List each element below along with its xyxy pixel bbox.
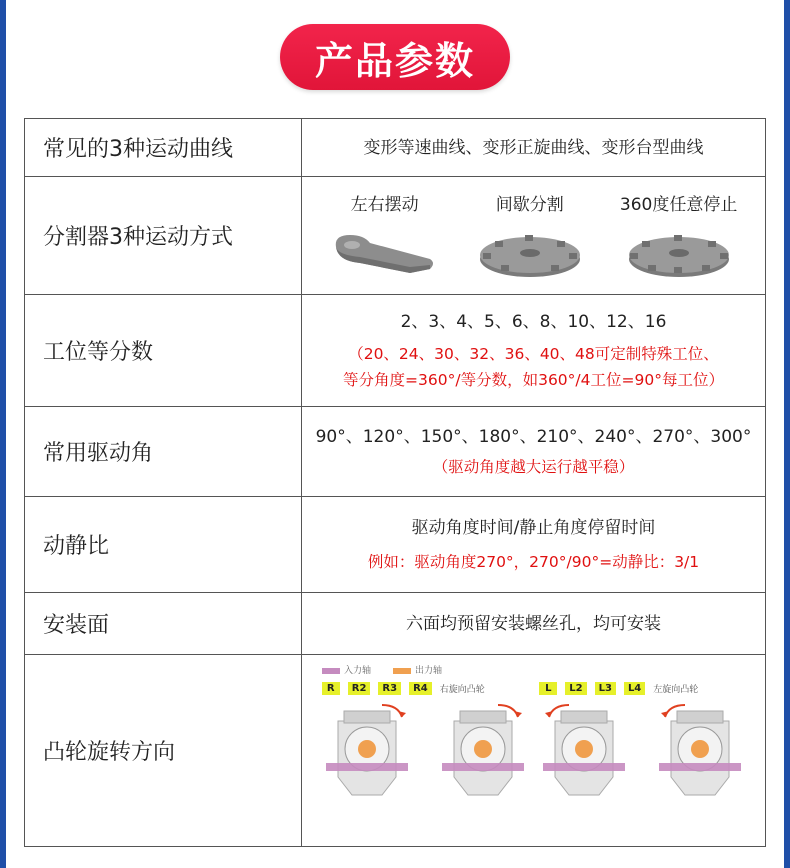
motion-free-stop-label: 360度任意停止 [619, 195, 738, 215]
row-value-stations [302, 295, 766, 407]
legend-input: 入力轴 [322, 663, 371, 676]
ratio-text: 驱动角度时间/静止角度停留时间 [411, 517, 656, 538]
motion-free-stop [620, 190, 737, 281]
table-row [25, 593, 766, 655]
code-r: R [322, 682, 340, 695]
right-units [322, 699, 528, 799]
shaft-legend [302, 655, 765, 676]
stations-text: 2、3、4、5、6、8、10、12、16 [400, 311, 667, 332]
right-border-bar [784, 0, 790, 868]
swing-arm-icon [330, 225, 440, 281]
curves-text: 变形等速曲线、变形正旋曲线、变形台型曲线 [363, 137, 704, 158]
table-row [25, 407, 766, 497]
code-l2: L2 [565, 682, 586, 695]
row-label-ratio: 动静比 [25, 497, 302, 593]
row-label-mount: 安装面 [25, 593, 302, 655]
left-border-bar [0, 0, 6, 868]
legend-output: 出力轴 [393, 663, 442, 676]
row-label-stations: 工位等分数 [25, 295, 302, 407]
free-stop-disc-icon [624, 225, 734, 281]
code-l3: L3 [595, 682, 616, 695]
right-hand-group [322, 682, 528, 799]
page-title: 产品参数 [280, 24, 510, 90]
indexer-unit-icon [438, 699, 528, 799]
output-shaft-swatch [393, 668, 411, 674]
params-table [24, 118, 766, 847]
motion-indexing [475, 190, 585, 281]
table-row [25, 177, 766, 295]
mount-text: 六面均预留安装螺丝孔，均可安装 [406, 613, 661, 634]
ratio-note: 例如：驱动角度270°，270°/90°=动静比：3/1 [367, 552, 700, 571]
stations-note-2: 等分角度=360°/等分数，如360°/4工位=90°每工位） [343, 370, 724, 389]
code-r2: R2 [348, 682, 371, 695]
left-hand-text: 左旋向凸轮 [653, 685, 699, 695]
right-hand-text: 右旋向凸轮 [439, 685, 485, 695]
left-units [539, 699, 745, 799]
left-hand-group [539, 682, 745, 799]
cam-direction-panel [302, 676, 765, 799]
stations-note-1: （20、24、30、32、36、40、48可定制特殊工位、 [348, 344, 719, 363]
row-label-cam: 凸轮旋转方向 [25, 655, 302, 847]
indexer-unit-icon [539, 699, 629, 799]
table-row [25, 119, 766, 177]
table-row [25, 497, 766, 593]
row-value-mount [302, 593, 766, 655]
index-disc-icon [475, 225, 585, 281]
row-label-motion: 分割器3种运动方式 [25, 177, 302, 295]
left-codes [539, 682, 745, 695]
code-r3: R3 [378, 682, 401, 695]
motion-indexing-label: 间歇分割 [495, 195, 564, 215]
row-label-drive-angle: 常用驱动角 [25, 407, 302, 497]
row-value-curves [302, 119, 766, 177]
motion-types [302, 190, 765, 281]
code-l: L [539, 682, 557, 695]
indexer-unit-icon [322, 699, 412, 799]
row-value-motion [302, 177, 766, 295]
drive-angle-note: （驱动角度越大运行越平稳） [432, 457, 635, 476]
table-row [25, 655, 766, 847]
table-row [25, 295, 766, 407]
input-shaft-swatch [322, 668, 340, 674]
drive-angle-text: 90°、120°、150°、180°、210°、240°、270°、300° [315, 426, 752, 447]
motion-swing [330, 190, 440, 281]
code-r4: R4 [409, 682, 432, 695]
motion-swing-label: 左右摆动 [350, 195, 419, 215]
row-value-drive-angle [302, 407, 766, 497]
code-l4: L4 [624, 682, 645, 695]
indexer-unit-icon [655, 699, 745, 799]
header [0, 24, 790, 90]
row-value-ratio [302, 497, 766, 593]
row-value-cam [302, 655, 766, 847]
right-codes [322, 682, 528, 695]
row-label-curves: 常见的3种运动曲线 [25, 119, 302, 177]
